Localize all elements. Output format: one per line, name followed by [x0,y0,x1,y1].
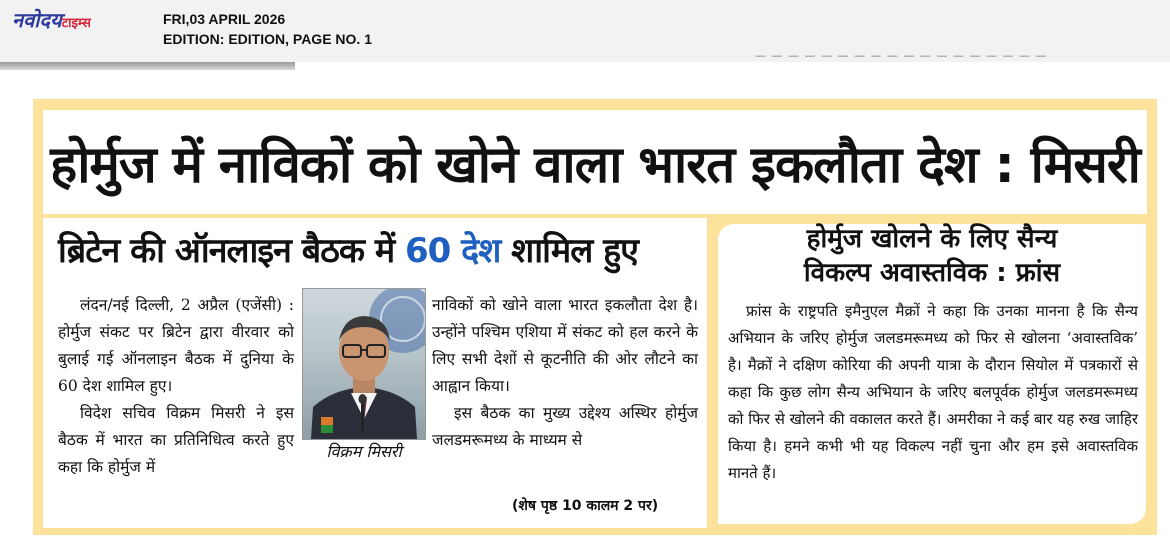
portrait-photo [302,288,426,440]
sidebar-headline-line-2: विकल्प अवास्तविक : फ्रांस [803,258,1061,288]
logo-primary: नवोदय [12,8,62,32]
subhead-after: शामिल हुए [500,231,638,271]
col2-paragraph-2: इस बैठक का मुख्य उद्देश्य अस्थिर होर्मुज जलडमरूमध्य के माध्यम से [432,404,698,449]
subhead-highlight: 60 देश [405,231,501,271]
col1-paragraph-1: लंदन/नई दिल्ली, 2 अप्रैल (एजेंसी) : होर्मुज संकट पर ब्रिटेन द्वारा वीरवार को बुलाई गई ऑनलाइन बैठक में दुनिया के 60 देश शामिल हुए। [58,296,294,395]
subhead-before: ब्रिटेन की ऑनलाइन बैठक में [58,231,406,271]
story-column-1 [58,292,294,481]
story-column-2 [432,292,698,454]
sidebar-body [728,298,1138,487]
clipped-text-bleed: — — — — — — — — — — — — — — — — — — [755,49,1048,62]
portrait-illustration [303,289,425,439]
masthead-shadow [0,62,295,70]
sidebar-headline-line-1: होर्मुज खोलने के लिए सैन्य [806,224,1058,254]
logo-secondary: टाइम्स [61,16,91,31]
sidebar-paragraph: फ्रांस के राष्ट्रपति इमैनुएल मैक्रों ने कहा कि उनका मानना है कि सैन्य अभियान के जरिए होर्मुज जलडमरूमध्य को फिर से खोलना ‘अवास्तविक’ है। मैक्रों ने दक्षिण कोरिया की अपनी यात्रा के दौरान सियोल में पत्रकारों से कहा कि कुछ लोग सैन्य अभियान के जरिए बलपूर्वक होर्मुज जलडमरूमध्य को फिर से खोलने की वकालत करते हैं। अमरीका ने कई बार यह रुख जाहिर किया है। हमने कभी भी यह विकल्प नहीं चुना और हम इसे अवास्तविक मानते हैं। [728,302,1138,482]
newspaper-logo[interactable] [12,6,91,33]
col1-paragraph-2: विदेश सचिव विक्रम मिसरी ने इस बैठक में भारत का प्रतिनिधित्व करते हुए कहा कि होर्मुज में [58,404,294,476]
continued-notice: (शेष पृष्ठ 10 कालम 2 पर) [512,498,659,514]
main-headline: होर्मुज में नाविकों को खोने वाला भारत इकलौता देश : मिसरी [43,110,1147,214]
photo-caption: विक्रम मिसरी [326,442,402,461]
col2-paragraph-1: नाविकों को खोने वाला भारत इकलौता देश है। उन्होंने पश्चिम एशिया में संकट को हल करने के लिए सभी देशों से कूटनीति की ओर लौटने का आह्वान किया। [432,296,698,395]
sidebar-headline [712,222,1152,290]
story-subhead [58,226,698,276]
edition-info [163,9,372,49]
edition-line: EDITION: EDITION, PAGE NO. 1 [163,31,372,47]
date-line: FRI,03 APRIL 2026 [163,11,286,27]
